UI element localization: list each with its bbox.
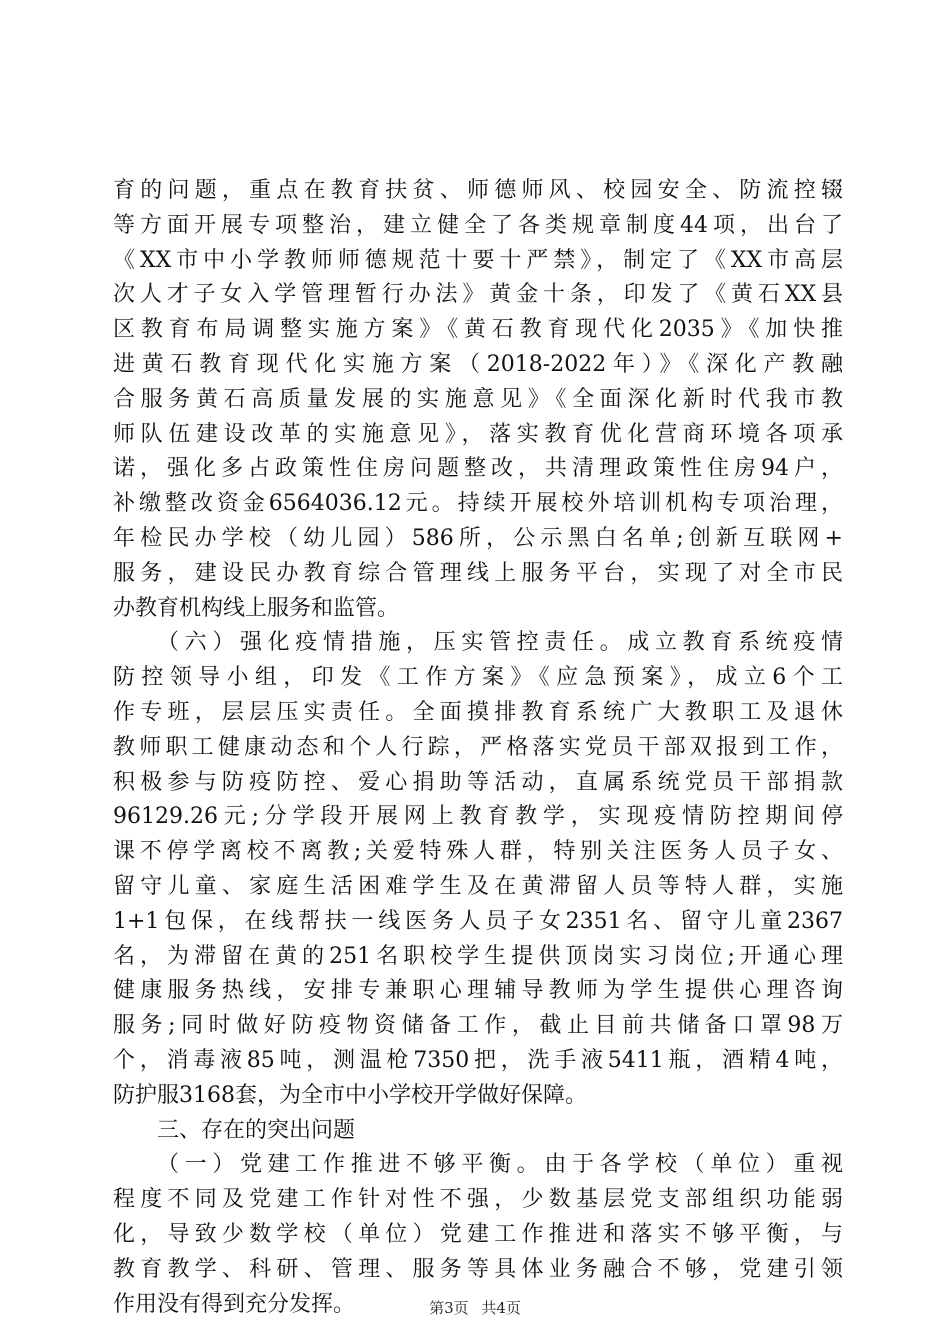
- page-footer: [0, 1298, 950, 1318]
- text-line: 补缴整改资金6564036.12元。持续开展校外培训机构专项治理，: [113, 491, 843, 517]
- text-line: 教育教学、科研、管理、服务等具体业务融合不够，党建引领: [113, 1256, 843, 1282]
- text-line: 留守儿童、家庭生活困难学生及在黄滞留人员等特人群，实施: [113, 873, 843, 899]
- text-line: 防控领导小组，印发《工作方案》《应急预案》，成立6个工: [113, 665, 843, 691]
- text-line: 育的问题，重点在教育扶贫、师德师风、校园安全、防流控辍: [113, 178, 843, 203]
- text-line: 次人才子女入学管理暂行办法》黄金十条，印发了《黄石XX县: [113, 282, 843, 308]
- text-line: 化，导致少数学校（单位）党建工作推进和落实不够平衡，与: [113, 1221, 843, 1247]
- page-number: 第3页: [429, 1299, 469, 1317]
- text-line: 防护服3168套，为全市中小学校开学做好保障。: [113, 1082, 587, 1108]
- text-line: 健康服务热线，安排专兼职心理辅导教师为学生提供心理咨询: [113, 978, 843, 1004]
- text-line: 诺，强化多占政策性住房问题整改，共清理政策性住房94户，: [113, 456, 843, 482]
- text-line: 办教育机构线上服务和监管。: [113, 595, 400, 621]
- text-line: 师队伍建设改革的实施意见》，落实教育优化营商环境各项承: [113, 421, 843, 447]
- text-line: 年检民办学校（幼儿园）586所，公示黑白名单;创新互联网+: [113, 525, 843, 551]
- text-line: 服务，建设民办教育综合管理线上服务平台，实现了对全市民: [113, 560, 843, 586]
- text-line: 教师职工健康动态和个人行踪，严格落实党员干部双报到工作，: [113, 734, 843, 760]
- text-line: 课不停学离校不离教;关爱特殊人群，特别关注医务人员子女、: [113, 839, 843, 865]
- text-line: 服务;同时做好防疫物资储备工作，截止目前共储备口罩98万: [113, 1013, 843, 1039]
- text-line: 1+1包保，在线帮扶一线医务人员子女2351名、留守儿童2367: [113, 908, 843, 934]
- text-line: 个，消毒液85吨，测温枪7350把，洗手液5411瓶，酒精4吨，: [113, 1047, 843, 1073]
- document-body: [113, 174, 843, 1322]
- text-line: 96129.26元;分学段开展网上教育教学，实现疫情防控期间停: [113, 804, 843, 830]
- text-line: 名，为滞留在黄的251名职校学生提供顶岗实习岗位;开通心理: [113, 943, 843, 969]
- subsection-one-heading-line: （一）党建工作推进不够平衡。由于各学校（单位）重视: [157, 1152, 843, 1178]
- text-line: 程度不同及党建工作针对性不强，少数基层党支部组织功能弱: [113, 1187, 843, 1213]
- text-line: 《XX市中小学教师师德规范十要十严禁》，制定了《XX市高层: [113, 247, 843, 273]
- text-line: 积极参与防疫防控、爱心捐助等活动，直属系统党员干部捐款: [113, 769, 843, 795]
- text-line: 作用没有得到充分发挥。: [113, 1291, 356, 1317]
- text-line: 进黄石教育现代化实施方案（2018-2022年）》《深化产教融: [113, 351, 843, 377]
- page-total: 共4页: [481, 1299, 521, 1317]
- text-line: 作专班，层层压实责任。全面摸排教育系统广大教职工及退休: [113, 699, 843, 725]
- text-line: 等方面开展专项整治，建立健全了各类规章制度44项，出台了: [113, 212, 843, 238]
- text-line: 合服务黄石高质量发展的实施意见》《全面深化新时代我市教: [113, 386, 843, 412]
- section-six-heading-line: （六）强化疫情措施，压实管控责任。成立教育系统疫情: [157, 630, 843, 656]
- text-line: 区教育布局调整实施方案》《黄石教育现代化2035》《加快推: [113, 317, 843, 343]
- section-three-heading: 三、存在的突出问题: [157, 1117, 356, 1143]
